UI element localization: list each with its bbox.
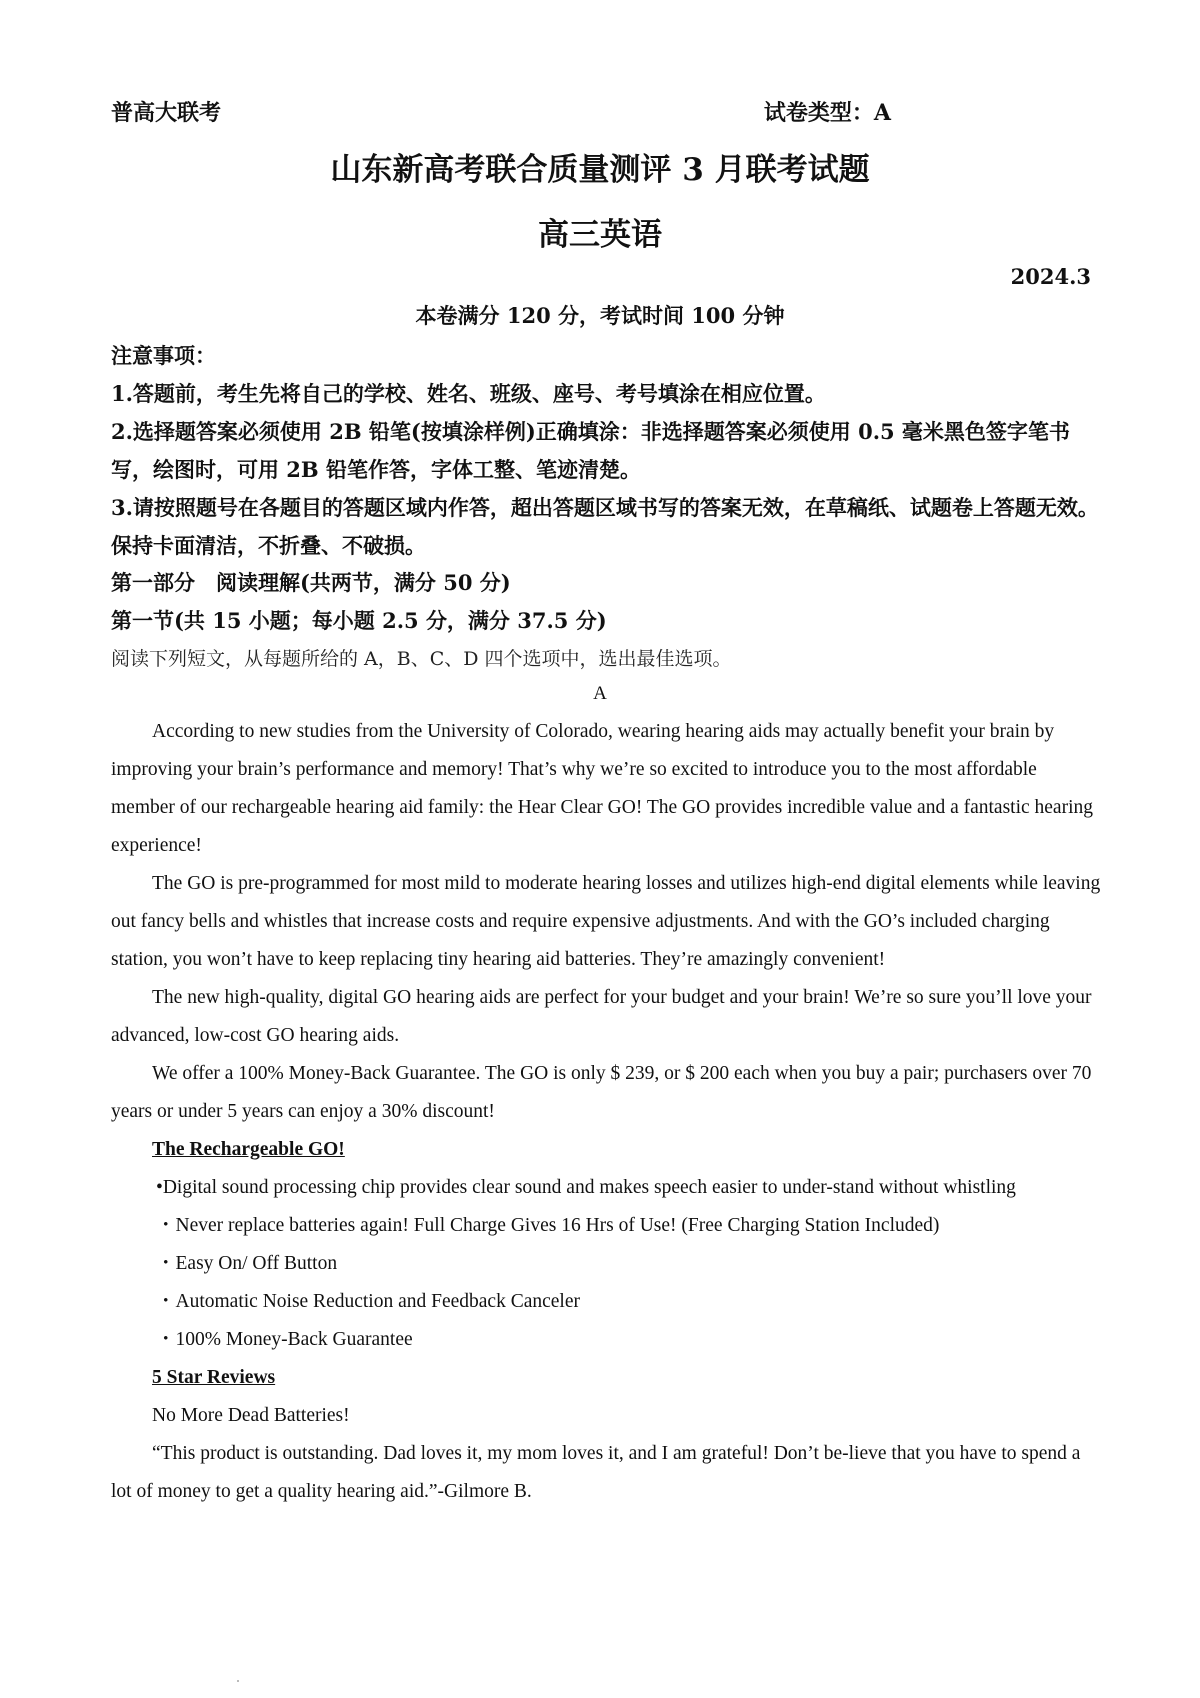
exam-date: 2024.3 xyxy=(1010,264,1091,289)
feature-item: ・100% Money-Back Guarantee xyxy=(156,1329,413,1350)
reviews-heading: 5 Star Reviews xyxy=(152,1367,276,1388)
review-title: No More Dead Batteries! xyxy=(152,1405,350,1426)
header-row xyxy=(111,96,891,127)
passage-paragraph: The GO is pre-programmed for most mild to moderate hearing losses and utilizes high-end digital elements while leaving out fancy bells and whistles that increase costs and require expensive adjustments. And with the GO’s included charging station, you won’t have to keep replacing tiny hearing aid batteries. They’re amazingly convenient! xyxy=(111,873,1101,970)
note-item: 1.答题前，考生先将自己的学校、姓名、班级、座号、考号填涂在相应位置。 xyxy=(111,381,826,406)
feature-item: ・Never replace batteries again! Full Charge Gives 16 Hrs of Use! (Free Charging Station Included) xyxy=(156,1215,940,1236)
passage-paragraph: The new high-quality, digital GO hearing aids are perfect for your budget and your brain! We’re so sure you’ll love your advanced, low-cost GO hearing aids. xyxy=(111,987,1092,1046)
exam-title: 山东新高考联合质量测评 3 月联考试题 xyxy=(330,152,870,188)
paper-type-label: 试卷类型：A xyxy=(763,100,891,126)
note-item: 2.选择题答案必须使用 2B 铅笔(按填涂样例)正确填涂：非选择题答案必须使用 0.5 毫米黑色签字笔书写，绘图时，可用 2B 铅笔作答，字体工整、笔迹清楚。 xyxy=(111,419,1070,482)
instruction-text: 阅读下列短文，从每题所给的 A，B、C、D 四个选项中，选出最佳选项。 xyxy=(111,648,732,670)
feature-list xyxy=(111,1169,1101,1359)
product-heading: The Rechargeable GO! xyxy=(152,1139,345,1160)
section-heading: 第一节(共 15 小题；每小题 2.5 分，满分 37.5 分) xyxy=(111,608,607,633)
exam-meta: 本卷满分 120 分，考试时间 100 分钟 xyxy=(415,303,785,328)
note-item: 3.请按照题号在各题目的答题区域内作答，超出答题区域书写的答案无效，在草稿纸、试题卷上答题无效。保持卡面清洁，不折叠、不破损。 xyxy=(111,495,1099,558)
passage-paragraph: We offer a 100% Money-Back Guarantee. The GO is only $ 239, or $ 200 each when you buy a pair; purchasers over 70 years or under 5 years can enjoy a 30% discount! xyxy=(111,1063,1092,1122)
notes-section xyxy=(111,337,1101,565)
review-text: “This product is outstanding. Dad loves it, my mom loves it, and I am grateful! Don’t be-lieve that you have to spend a lot of money to get a quality hearing aid.”-Gilmore B. xyxy=(111,1443,1081,1502)
passage-paragraph: According to new studies from the University of Colorado, wearing hearing aids may actually benefit your brain by improving your brain’s performance and memory! That’s why we’re so excited to introduce you to the most affordable member of our rechargeable hearing aid family: the Hear Clear GO! The GO provides incredible value and a fantastic hearing experience! xyxy=(111,721,1093,856)
scan-speck xyxy=(237,1680,239,1682)
passage-body xyxy=(111,713,1101,1511)
passage-letter: A xyxy=(593,683,607,704)
subject-title: 高三英语 xyxy=(538,217,662,253)
notes-heading: 注意事项： xyxy=(111,343,216,368)
feature-item: ・Easy On/ Off Button xyxy=(156,1253,338,1274)
exam-series-label: 普高大联考 xyxy=(111,100,222,126)
feature-item: •Digital sound processing chip provides clear sound and makes speech easier to under-stand without whistling xyxy=(156,1177,1016,1198)
feature-item: ・Automatic Noise Reduction and Feedback Canceler xyxy=(156,1291,580,1312)
part-heading: 第一部分 阅读理解(共两节，满分 50 分) xyxy=(111,570,511,595)
